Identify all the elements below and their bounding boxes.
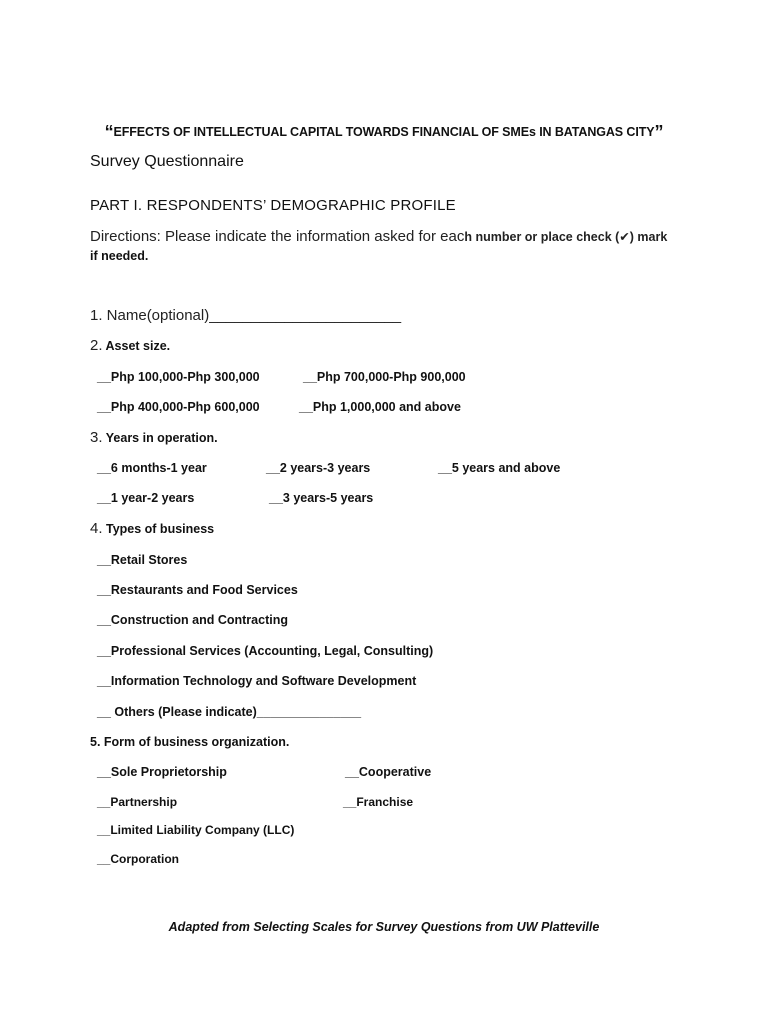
option-item: __Php 100,000-Php 300,000 <box>97 370 260 384</box>
directions-light: Directions: Please indicate the information asked for eac <box>90 228 465 245</box>
option-item: __Restaurants and Food Services <box>97 583 298 597</box>
question-business-type <box>90 520 214 538</box>
option-item: __Cooperative <box>345 765 432 779</box>
option-item: __ Others (Please indicate)_______________ <box>97 705 362 719</box>
option-item: __3 years-5 years <box>269 491 374 505</box>
question-label: Asset size. <box>102 339 171 353</box>
option-item: __6 months-1 year <box>97 461 207 475</box>
question-number: 2. <box>90 337 103 354</box>
question-asset-size <box>90 337 170 355</box>
question-business-organization: 5. Form of business organization. <box>90 735 290 749</box>
directions-bold: h number or place check (✔) mark <box>464 230 668 244</box>
open-quote: “ <box>104 122 114 142</box>
option-item: __Construction and Contracting <box>97 613 288 627</box>
directions-line-2: if needed. <box>90 249 149 263</box>
option-item: __Information Technology and Software Development <box>97 674 417 688</box>
option-item: __Php 700,000-Php 900,000 <box>303 370 466 384</box>
option-item: __Php 1,000,000 and above <box>299 400 461 414</box>
question-number: 3. <box>90 429 103 446</box>
option-item: __2 years-3 years <box>266 461 371 475</box>
question-label: Types of business <box>102 522 215 536</box>
option-item: __Professional Services (Accounting, Legal, Consulting) <box>97 644 434 658</box>
option-item: __Php 400,000-Php 600,000 <box>97 400 260 414</box>
question-number: 4. <box>90 520 103 537</box>
directions-line-1 <box>90 228 667 245</box>
close-quote: ” <box>654 122 664 142</box>
question-years-operation <box>90 429 218 447</box>
subtitle: Survey Questionnaire <box>90 153 244 170</box>
option-item: __Sole Proprietorship <box>97 765 227 779</box>
part-heading: PART I. RESPONDENTS’ DEMOGRAPHIC PROFILE <box>90 197 456 214</box>
title-text: EFFECTS OF INTELLECTUAL CAPITAL TOWARDS FINANCIAL OF SMEs IN BATANGAS CITY <box>113 125 655 139</box>
option-item: __5 years and above <box>438 461 561 475</box>
option-item: __Partnership <box>97 795 178 809</box>
option-item: __Corporation <box>97 852 180 866</box>
option-item: __Franchise <box>343 795 414 809</box>
document-title <box>0 122 768 143</box>
option-item: __Retail Stores <box>97 553 188 567</box>
footer-citation: Adapted from Selecting Scales for Survey Questions from UW Platteville <box>168 920 600 934</box>
question-label: Years in operation. <box>102 431 218 445</box>
option-item: __1 year-2 years <box>97 491 195 505</box>
question-name: 1. Name(optional)_______________________ <box>90 307 402 324</box>
option-item: __Limited Liability Company (LLC) <box>97 823 295 837</box>
